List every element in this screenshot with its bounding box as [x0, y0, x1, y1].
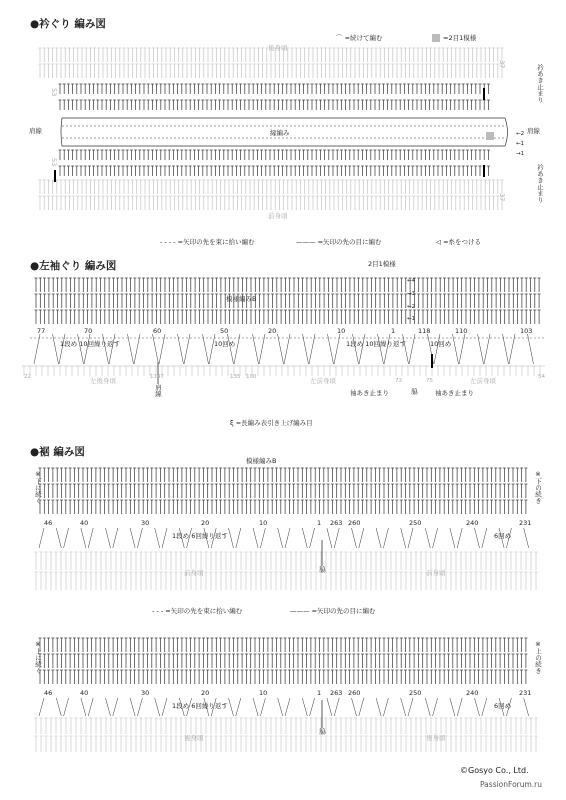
hem-bottom-pickup-arrow	[359, 698, 364, 716]
sleeve-opening-left: 袖あき止まり	[350, 389, 389, 397]
sleeve-num-110: 110	[455, 327, 468, 335]
sleeve-repeat-left2: 10回め	[214, 340, 236, 348]
hem-bottom-pickup-arrow	[137, 698, 142, 716]
collar-pattern-label: 縁編み	[270, 129, 290, 137]
hem-bottom-pickup-arrow	[81, 698, 86, 716]
sleeve-pickup-arrow	[409, 334, 415, 364]
sleeve-pattern-b: 模様編みB	[226, 295, 257, 303]
sleeve-pickup-arrow	[253, 334, 259, 364]
legend-attach: ◁ =糸をつける	[436, 238, 482, 246]
collar-front-body-label: 前身頃	[268, 212, 288, 220]
sleeve-num-20: 20	[268, 327, 277, 335]
sleeve-pickup-arrow	[203, 334, 209, 364]
hem-bottom-pickup-arrow	[162, 698, 167, 716]
hem-bottom-pickup-arrow	[352, 698, 357, 716]
hem-bottom-pickup-arrow	[450, 698, 455, 716]
hem-top-pickup-arrow	[482, 528, 487, 548]
legend-continue: ⌒ =続けて編む	[336, 34, 383, 42]
hem-top-263: 263	[330, 519, 343, 527]
hem-top-pickup-arrow	[162, 528, 167, 548]
hem-bottom-pickup-arrow	[278, 698, 283, 716]
sleeve-pickup-arrow	[478, 334, 484, 364]
hem-top-pickup-arrow	[137, 528, 142, 548]
sleeve-stitches-row-3	[35, 294, 541, 308]
collar-pattern-swatch	[486, 132, 494, 140]
hem-top-pickup-arrow	[376, 528, 381, 548]
hem-back-body-stitches-1	[35, 718, 538, 734]
sleeve-num-1: 1	[391, 327, 396, 335]
hem-bottom-40: 40	[80, 689, 89, 697]
shoulder-line-right: 肩線	[527, 127, 540, 135]
hem-continue-up-right: ※上の続き	[534, 640, 542, 674]
hem-bottom-stitches-1	[39, 638, 528, 652]
collar-count-right-bottom: 37	[498, 193, 506, 202]
hem-top-1: 1	[317, 519, 322, 527]
hem-repeat-b: 6回め	[494, 532, 512, 540]
hem-bottom-pickup-arrow	[285, 698, 290, 716]
hem-top-stitches-1	[39, 468, 528, 482]
sleeve-pickup-arrow	[184, 334, 190, 364]
collar-count-left-top: 53	[50, 88, 58, 97]
sleeve-num-10: 10	[337, 327, 346, 335]
hem-side-2: 脇	[318, 728, 326, 735]
hem-bottom-250: 250	[409, 689, 422, 697]
collar-row-mark-2: ←2	[516, 131, 525, 137]
hem-bottom-pickup-arrow	[482, 698, 487, 716]
hem-top-pickup-arrow	[253, 528, 258, 548]
hem-top-pickup-arrow	[130, 528, 135, 548]
watermark: PassionForum.ru	[480, 780, 543, 789]
hem-legend-bundle: - - - =矢印の先を束に拾い編む	[152, 607, 243, 615]
hem-bottom-pickup-arrow	[64, 698, 69, 716]
sleeve-pickup-arrow	[503, 334, 509, 364]
collar-edge-stitches-3	[59, 150, 490, 160]
sleeve-row-3: →3	[407, 291, 416, 297]
hem-top-pickup-arrow	[106, 528, 111, 548]
collar-count-left-bottom: 53	[50, 158, 58, 167]
hem-bottom-pickup-arrow	[475, 698, 480, 716]
collar-count-right-top: 37	[498, 60, 506, 69]
hem-front-body-b: 前身頃	[426, 569, 446, 577]
collar-edge-stitches-4	[59, 166, 490, 176]
sleeve-pickup-arrow	[334, 334, 340, 364]
hem-back-body-b: 後身頃	[426, 734, 446, 742]
hem-bottom-pickup-arrow	[88, 698, 93, 716]
sleeve-num-70: 70	[84, 327, 93, 335]
sleeve-side-75: 75	[426, 378, 433, 384]
sleeve-pickup-arrow	[303, 334, 309, 364]
hem-top-pickup-arrow	[64, 528, 69, 548]
hem-top-pickup-arrow	[475, 528, 480, 548]
hem-bottom-46: 46	[44, 689, 53, 697]
hem-bottom-30: 30	[141, 689, 150, 697]
hem-top-pickup-arrow	[383, 528, 388, 548]
hem-repeat-a: 1段め 6回繰り返す	[172, 532, 228, 540]
hem-bottom-stitches-3	[39, 670, 528, 684]
hem-bottom-pickup-arrow	[155, 698, 160, 716]
hem-front-body-stitches-2	[35, 572, 538, 590]
sleeve-repeat-right: 10回め	[430, 340, 452, 348]
sleeve-row-4: ←4	[407, 278, 416, 284]
sleeve-stitches-row-4	[35, 278, 541, 292]
sleeve-title: ●左袖ぐり 編み図	[30, 260, 117, 272]
sleeve-opening-right: 袖あき止まり	[435, 389, 474, 397]
sleeve-base-135: 135	[230, 374, 241, 380]
hem-top-pickup-arrow	[457, 528, 462, 548]
hem-bottom-pickup-arrow	[433, 698, 438, 716]
hem-top-46: 46	[44, 519, 53, 527]
hem-top-pickup-arrow	[408, 528, 413, 548]
hem-bottom-pickup-arrow	[408, 698, 413, 716]
collar-front-stitches-1	[39, 180, 504, 194]
hem-top-pickup-arrow	[450, 528, 455, 548]
hem-top-30: 30	[141, 519, 150, 527]
sleeve-pickup-arrow	[259, 334, 265, 364]
hem-continue-down-right: ※下の続き	[534, 470, 542, 504]
hem-bottom-pickup-arrow	[302, 698, 307, 716]
shoulder-line-left: 肩線	[29, 127, 42, 135]
collar-row-mark-1b: →1	[516, 151, 525, 157]
hem-top-pickup-arrow	[285, 528, 290, 548]
hem-top-pickup-arrow	[401, 528, 406, 548]
hem-bottom-10: 10	[259, 689, 268, 697]
hem-top-pickup-arrow	[278, 528, 283, 548]
sleeve-back-body: 左後身頃	[90, 377, 116, 385]
hem-bottom-pickup-arrow	[524, 698, 529, 716]
hem-bottom-1: 1	[317, 689, 322, 697]
hem-top-40: 40	[80, 519, 89, 527]
hem-continue-up-left: ※上に続く	[34, 640, 42, 674]
hem-bottom-20: 20	[201, 689, 210, 697]
hem-bottom-pickup-arrow	[113, 698, 118, 716]
hem-bottom-260: 260	[348, 689, 361, 697]
sleeve-repeat-left: 1段め 10回繰り返す	[60, 340, 120, 348]
collar-edge-stitches-2	[59, 100, 490, 110]
sleeve-pickup-arrow	[284, 334, 290, 364]
legend-long-stitch: ξ =長編み表引き上げ編み目	[230, 419, 313, 427]
hem-top-pickup-arrow	[302, 528, 307, 548]
hem-top-pickup-arrow	[81, 528, 86, 548]
hem-bottom-stitches-2	[39, 654, 528, 668]
hem-top-240: 240	[466, 519, 479, 527]
sleeve-base-100: 100	[246, 374, 257, 380]
hem-top-231: 231	[519, 519, 532, 527]
collar-opening-bottom: 衿あき止まり	[536, 164, 544, 203]
legend-pattern: =2目1模様	[432, 33, 476, 42]
hem-title: ●裾 編み図	[30, 446, 85, 458]
hem-top-stitches-3	[39, 500, 528, 514]
hem-repeat-c: 1段め 6回繰り返す	[172, 702, 228, 710]
collar-back-stitches-2	[39, 64, 504, 78]
sleeve-two-one: 2目1模様	[368, 260, 396, 268]
sleeve-front-body-2: 左前身頃	[470, 377, 496, 385]
hem-bottom-pickup-arrow	[39, 698, 44, 716]
hem-top-pickup-arrow	[524, 528, 529, 548]
hem-bottom-pickup-arrow	[310, 698, 315, 716]
sleeve-base-54: 54	[538, 374, 545, 380]
collar-front-stitches-2	[39, 196, 504, 210]
hem-top-pickup-arrow	[352, 528, 357, 548]
hem-top-10: 10	[259, 519, 268, 527]
hem-bottom-pickup-arrow	[56, 698, 61, 716]
sleeve-pickup-arrow	[484, 334, 490, 364]
sleeve-pickup-arrow	[453, 334, 459, 364]
sleeve-num-77: 77	[37, 327, 46, 335]
hem-top-pickup-arrow	[433, 528, 438, 548]
legend-bundle: - - - - =矢印の先を束に拾い編む	[160, 238, 255, 246]
hem-top-pickup-arrow	[359, 528, 364, 548]
sleeve-pickup-arrow	[278, 334, 284, 364]
hem-top-pickup-arrow	[260, 528, 265, 548]
hem-top-pickup-arrow	[327, 528, 332, 548]
collar-title: ●衿ぐり 編み図	[30, 18, 106, 30]
sleeve-pickup-arrow	[128, 334, 134, 364]
hem-back-body-a: 後身頃	[184, 734, 204, 742]
hem-bottom-pickup-arrow	[106, 698, 111, 716]
hem-front-body-stitches-1	[35, 552, 538, 570]
hem-top-pickup-arrow	[229, 528, 234, 548]
legend-into: ——— =矢印の先の目に編む	[296, 238, 382, 246]
hem-top-pickup-arrow	[39, 528, 44, 548]
hem-bottom-pickup-arrow	[334, 698, 339, 716]
hem-top-pickup-arrow	[56, 528, 61, 548]
collar-row-mark-1: ←1	[516, 141, 525, 147]
sleeve-side-label: 脇	[410, 388, 418, 395]
sleeve-pickup-arrow	[134, 334, 140, 364]
hem-top-250: 250	[409, 519, 422, 527]
hem-top-260: 260	[348, 519, 361, 527]
hem-bottom-240: 240	[466, 689, 479, 697]
sleeve-pickup-arrow	[509, 334, 515, 364]
sleeve-pickup-arrow	[53, 334, 59, 364]
hem-top-pickup-arrow	[88, 528, 93, 548]
hem-top-pickup-arrow	[236, 528, 241, 548]
sleeve-pickup-arrow	[34, 334, 40, 364]
sleeve-pickup-arrow	[328, 334, 334, 364]
sleeve-body-stitches	[23, 366, 542, 376]
collar-back-body-label: 後身頃	[268, 44, 288, 52]
hem-top-pickup-arrow	[334, 528, 339, 548]
hem-top-pickup-arrow	[425, 528, 430, 548]
hem-bottom-pickup-arrow	[425, 698, 430, 716]
sleeve-pickup-arrow	[459, 334, 465, 364]
hem-bottom-pickup-arrow	[401, 698, 406, 716]
sleeve-shoulder: 肩線	[154, 384, 162, 397]
sleeve-pickup-arrow	[528, 334, 534, 364]
sleeve-base-1147: 1147	[150, 374, 164, 380]
hem-bottom-pickup-arrow	[383, 698, 388, 716]
sleeve-pickup-arrow	[159, 334, 165, 364]
hem-side: 脇	[318, 566, 326, 573]
sleeve-row-2: ←2	[407, 304, 416, 310]
sleeve-pickup-arrow	[178, 334, 184, 364]
sleeve-num-118: 118	[418, 327, 431, 335]
collar-edge-stitches-1	[59, 84, 490, 94]
hem-bottom-pickup-arrow	[236, 698, 241, 716]
hem-bottom-231: 231	[519, 689, 532, 697]
sleeve-pickup-arrow	[309, 334, 315, 364]
hem-bottom-pickup-arrow	[457, 698, 462, 716]
hem-legend-into: ——— =矢印の先の目に編む	[290, 607, 376, 615]
sleeve-num-103: 103	[520, 327, 533, 335]
hem-top-20: 20	[201, 519, 210, 527]
hem-bottom-pickup-arrow	[327, 698, 332, 716]
hem-pattern-b: 模様編みB	[246, 457, 277, 465]
hem-top-stitches-2	[39, 484, 528, 498]
sleeve-pickup-arrow	[153, 334, 159, 364]
hem-top-pickup-arrow	[113, 528, 118, 548]
hem-bottom-263: 263	[330, 689, 343, 697]
hem-bottom-pickup-arrow	[229, 698, 234, 716]
sleeve-side-73: 73	[395, 378, 402, 384]
sleeve-front-body: 左前身頃	[310, 377, 336, 385]
copyright: ©Gosyo Co., Ltd.	[460, 766, 529, 775]
hem-bottom-pickup-arrow	[253, 698, 258, 716]
collar-opening-top: 衿あき止まり	[536, 64, 544, 103]
sleeve-base-22: 22	[24, 374, 31, 380]
hem-top-pickup-arrow	[155, 528, 160, 548]
hem-bottom-pickup-arrow	[376, 698, 381, 716]
hem-top-pickup-arrow	[310, 528, 315, 548]
hem-front-body-a: 前身頃	[184, 569, 204, 577]
sleeve-stitches-row-2	[35, 310, 541, 324]
hem-bottom-pickup-arrow	[260, 698, 265, 716]
hem-repeat-d: 6回め	[494, 702, 512, 710]
sleeve-repeat-mid: 1段め 10回繰り返す	[346, 340, 406, 348]
sleeve-row-1: ←1	[407, 316, 416, 322]
hem-continue-down-left: ※下に続く	[34, 470, 42, 504]
sleeve-num-60: 60	[153, 327, 162, 335]
hem-bottom-pickup-arrow	[130, 698, 135, 716]
sleeve-num-50: 50	[220, 327, 229, 335]
hem-back-body-stitches-2	[35, 736, 538, 752]
